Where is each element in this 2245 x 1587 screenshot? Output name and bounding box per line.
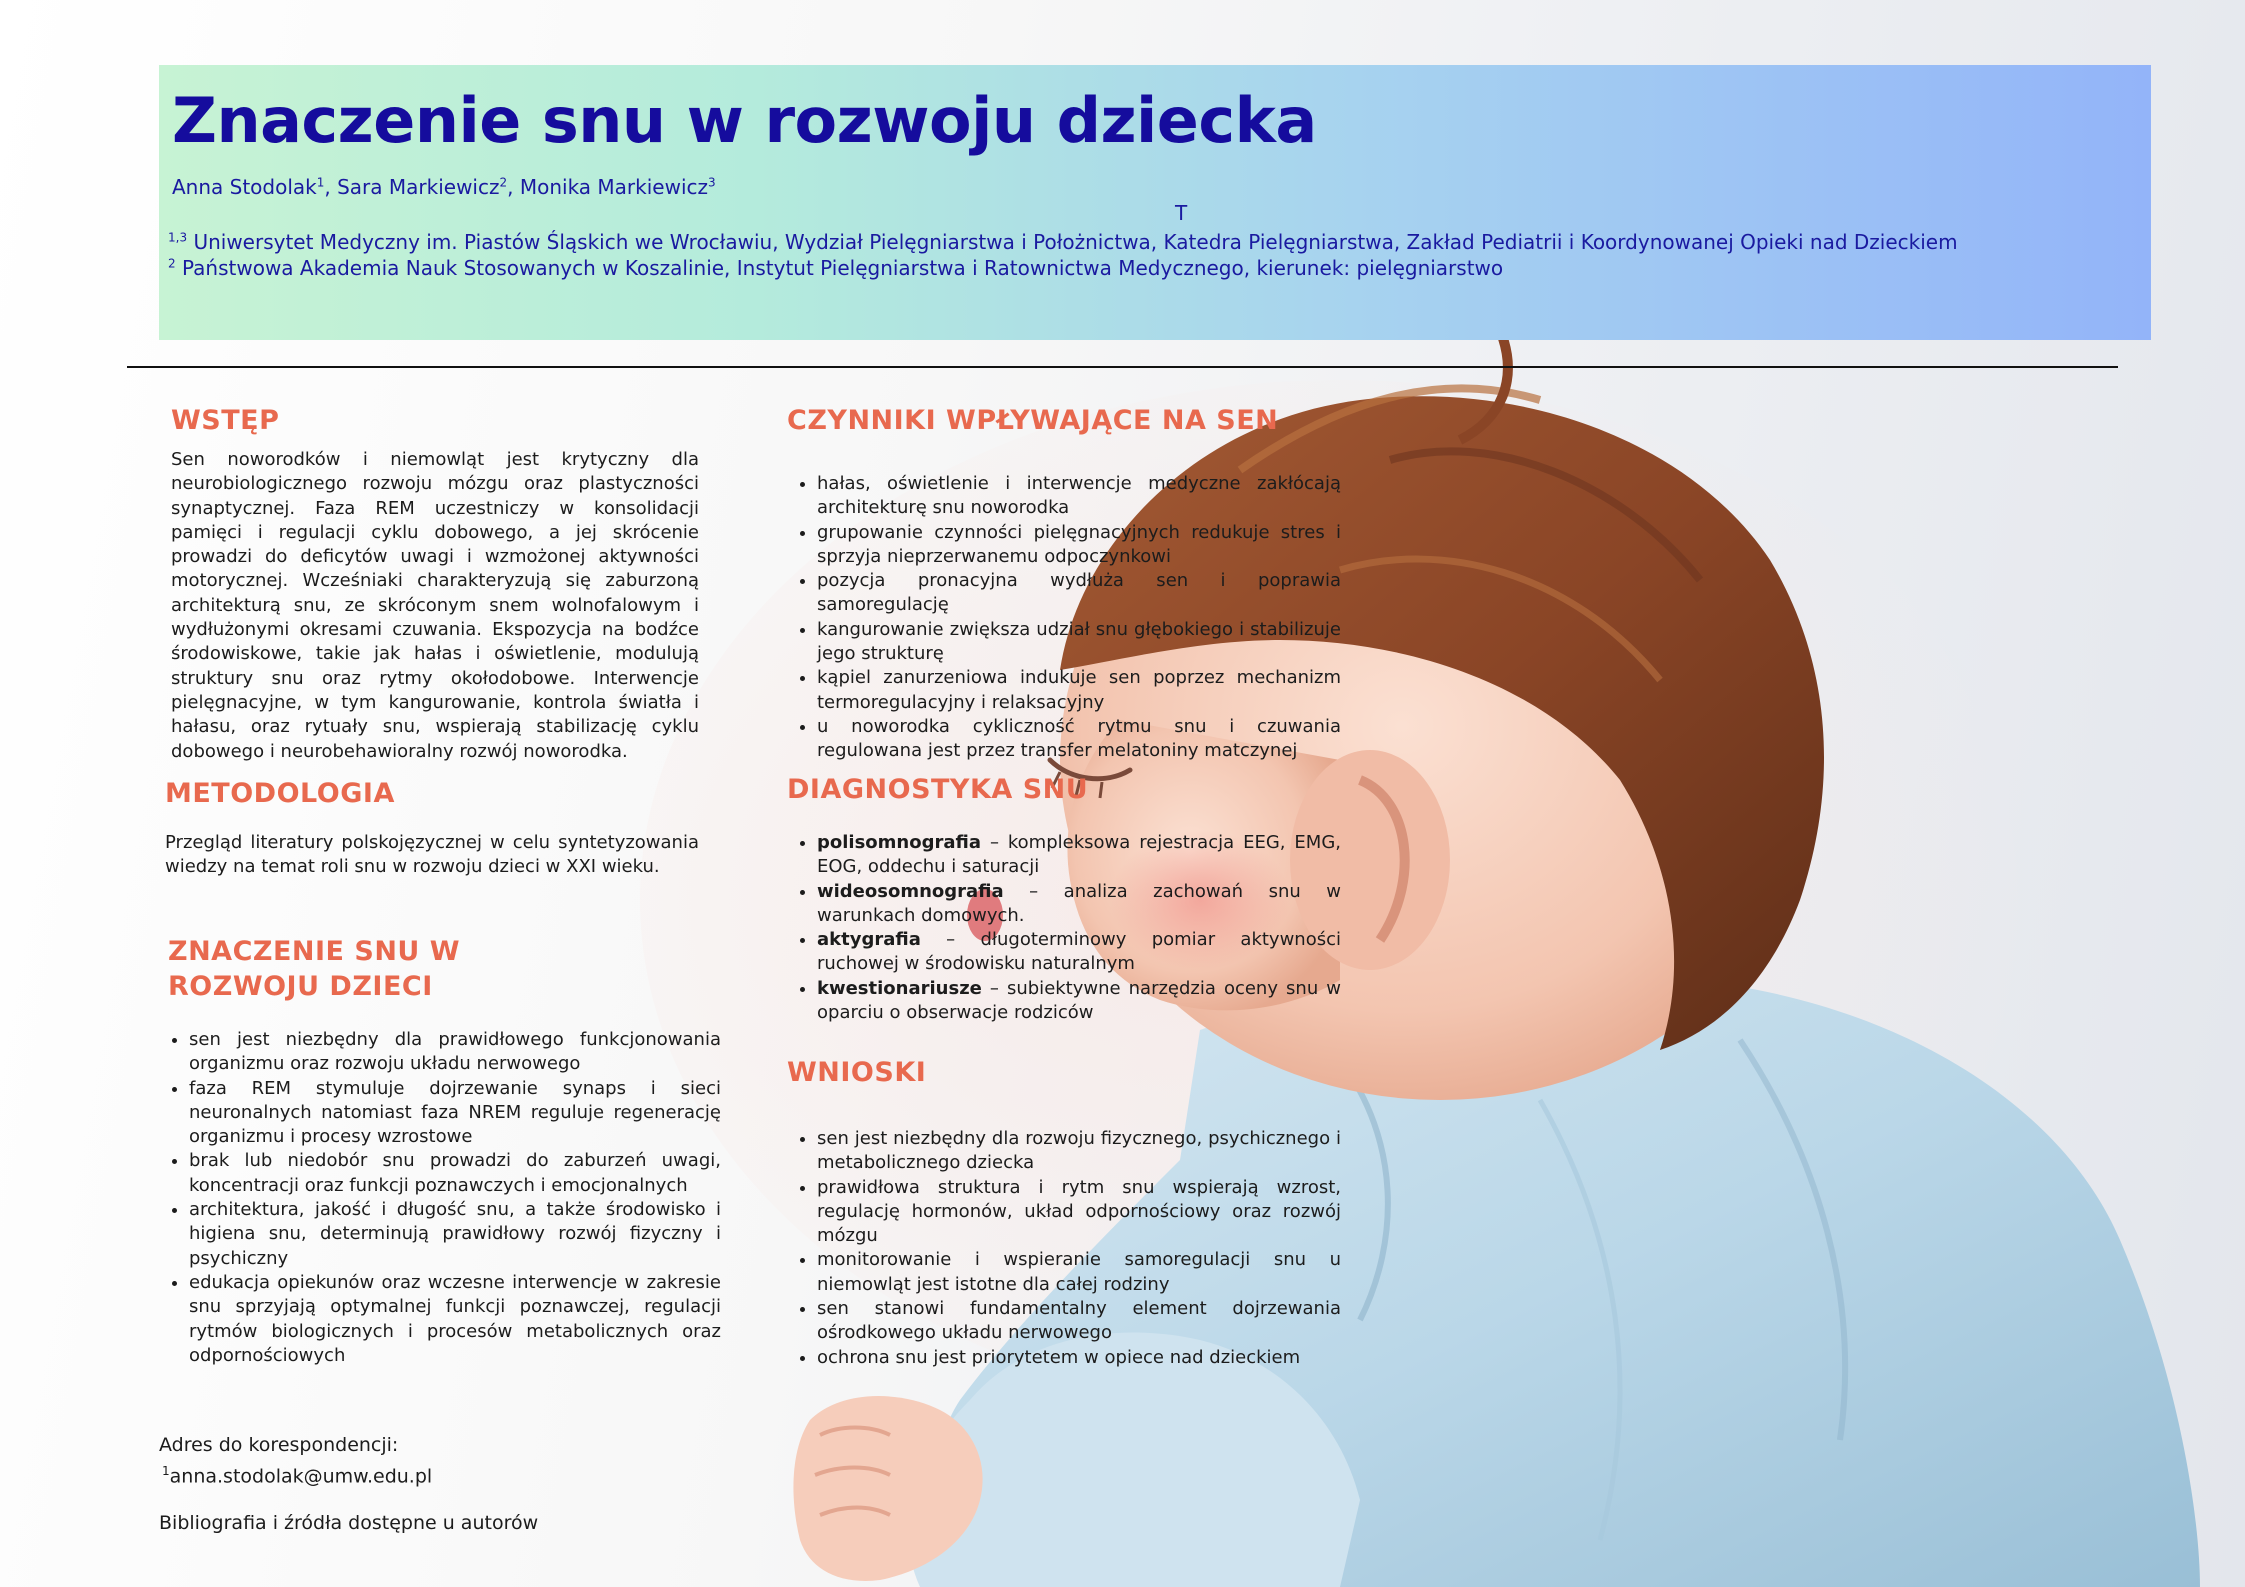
- list-item: • architektura, jakość i długość snu, a także środowisko i higiena snu, determinują prawidłowy rozwój fizyczny i psychiczny: [189, 1198, 721, 1271]
- list-item: • sen jest niezbędny dla prawidłowego funkcjonowania organizmu oraz rozwoju układu nerwowego: [189, 1028, 721, 1077]
- list-item: • sen jest niezbędny dla rozwoju fizycznego, psychicznego i metabolicznego dziecka: [817, 1127, 1341, 1176]
- affiliation-sup: 1,3: [168, 230, 188, 245]
- section-title-wnioski: WNIOSKI: [787, 1057, 927, 1088]
- section-title-line: ROZWOJU DZIECI: [168, 971, 433, 1002]
- author-sup: 1: [316, 175, 325, 190]
- contact-label: Adres do korespondencji:: [159, 1434, 399, 1456]
- author-name: Sara Markiewicz: [337, 175, 500, 199]
- diagnostyka-list: [795, 831, 1341, 1025]
- author-name: Anna Stodolak: [172, 175, 317, 199]
- znaczenie-list: [167, 1028, 721, 1368]
- czynniki-list: [795, 472, 1341, 764]
- section-title-line: ZNACZENIE SNU W: [168, 936, 461, 967]
- term-desc: – analiza zachowań snu w warunkach domowych.: [817, 880, 1341, 926]
- list-item: [817, 977, 1341, 1026]
- section-title-wstep: WSTĘP: [171, 405, 280, 436]
- list-item: [817, 928, 1341, 977]
- term: aktygrafia: [817, 929, 921, 951]
- affiliation-sup: 2: [168, 256, 176, 271]
- list-item: • ochrona snu jest priorytetem w opiece nad dzieckiem: [817, 1346, 1341, 1370]
- wstep-paragraph: Sen noworodków i niemowląt jest krytyczny dla neurobiologicznego rozwoju mózgu oraz plastyczności synaptycznej. Faza REM uczestniczy w konsolidacji pamięci i regulacji cyklu dobowego, a jej skrócenie prowadzi do deficytów uwagi i wzmożonej aktywności motorycznej. Wcześniaki charakteryzują się zaburzoną architekturą snu, ze skróconym snem wolnofalowym i wydłużonymi okresami czuwania. Ekspozycja na bodźce środowiskowe, takie jak hałas i oświetlenie, modulują struktury snu oraz rytmy okołodobowe. Interwencje pielęgnacyjne, w tym kangurowanie, kontrola światła i hałasu, oraz rytuały snu, wspierają stabilizację cyklu dobowego i neurobehawioralny rozwój noworodka.: [171, 449, 699, 762]
- header-divider: [127, 366, 2118, 368]
- term-desc: – długoterminowy pomiar aktywności ruchowej w środowisku naturalnym: [817, 929, 1341, 975]
- section-title-znaczenie: [168, 934, 460, 1004]
- term: wideosomnografia: [817, 880, 1004, 902]
- metodologia-paragraph: Przegląd literatury polskojęzycznej w celu syntetyzowania wiedzy na temat roli snu w rozwoju dzieci w XXI wieku.: [165, 832, 699, 878]
- list-item: • prawidłowa struktura i rytm snu wspierają wzrost, regulację hormonów, układ odpornościowy oraz rozwój mózgu: [817, 1176, 1341, 1249]
- affiliation-1: [168, 230, 1958, 254]
- list-item: • faza REM stymuluje dojrzewanie synaps i sieci neuronalnych natomiast faza NREM reguluje regenerację organizmu i procesy wzrostowe: [189, 1077, 721, 1150]
- list-item: • u noworodka cykliczność rytmu snu i czuwania regulowana jest przez transfer melatoniny matczynej: [817, 715, 1341, 764]
- stray-character: T: [1175, 201, 1188, 225]
- list-item: • hałas, oświetlenie i interwencje medyczne zakłócają architekturę snu noworodka: [817, 472, 1341, 521]
- author-name: Monika Markiewicz: [519, 175, 708, 199]
- poster-title: Znaczenie snu w rozwoju dziecka: [172, 84, 1317, 157]
- list-item: • sen stanowi fundamentalny element dojrzewania ośrodkowego układu nerwowego: [817, 1297, 1341, 1346]
- term-desc: – kompleksowa rejestracja EEG, EMG, EOG, oddechu i saturacji: [817, 832, 1341, 878]
- wnioski-list: [795, 1127, 1341, 1370]
- affiliation-2: [168, 256, 1503, 280]
- list-item: [817, 831, 1341, 880]
- author-sup: 2: [499, 175, 508, 190]
- author-list: Anna Stodolak$^1$, Sara Markiewicz$^2$, Monika Markiewicz$^3$: [172, 175, 716, 199]
- bibliography-note: Bibliografia i źródła dostępne u autorów: [159, 1512, 539, 1534]
- section-title-czynniki: CZYNNIKI WPŁYWAJĄCE NA SEN: [787, 405, 1279, 436]
- list-item: • kąpiel zanurzeniowa indukuje sen poprzez mechanizm termoregulacyjny i relaksacyjny: [817, 666, 1341, 715]
- author-sup: 3: [708, 175, 716, 190]
- list-item: • pozycja pronacyjna wydłuża sen i poprawia samoregulację: [817, 569, 1341, 618]
- term: kwestionariusze: [817, 977, 982, 999]
- list-item: • kangurowanie zwiększa udział snu głębokiego i stabilizuje jego strukturę: [817, 618, 1341, 667]
- list-item: • brak lub niedobór snu prowadzi do zaburzeń uwagi, koncentracji oraz funkcji poznawczych i emocjonalnych: [189, 1149, 721, 1198]
- affiliation-text: Państwowa Akademia Nauk Stosowanych w Koszalinie, Instytut Pielęgniarstwa i Ratownictwa Medycznego, kierunek: pielęgniarstwo: [182, 256, 1504, 280]
- list-item: • grupowanie czynności pielęgnacyjnych redukuje stres i sprzyja nieprzerwanemu odpoczynkowi: [817, 521, 1341, 570]
- section-title-diagnostyka: DIAGNOSTYKA SNU: [787, 774, 1089, 805]
- contact-email[interactable]: anna.stodolak@umw.edu.pl: [169, 1465, 433, 1488]
- affiliation-text: Uniwersytet Medyczny im. Piastów Śląskich we Wrocławiu, Wydział Pielęgniarstwa i Położnictwa, Katedra Pielęgniarstwa, Zakład Pediatrii i Koordynowanej Opieki nad Dzieckiem: [193, 230, 1958, 254]
- contact-email-line: [162, 1458, 432, 1489]
- term: polisomnografia: [817, 832, 982, 853]
- contact-sup: 1: [162, 1464, 170, 1478]
- section-title-metodologia: METODOLOGIA: [165, 778, 395, 809]
- term-desc: – subiektywne narzędzia oceny snu w oparciu o obserwacje rodziców: [817, 977, 1341, 1024]
- list-item: [817, 880, 1341, 929]
- list-item: • monitorowanie i wspieranie samoregulacji snu u niemowląt jest istotne dla całej rodziny: [817, 1248, 1341, 1297]
- list-item: • edukacja opiekunów oraz wczesne interwencje w zakresie snu sprzyjają optymalnej funkcji poznawczej, regulacji rytmów biologicznych i procesów metabolicznych oraz odpornościowych: [189, 1271, 721, 1368]
